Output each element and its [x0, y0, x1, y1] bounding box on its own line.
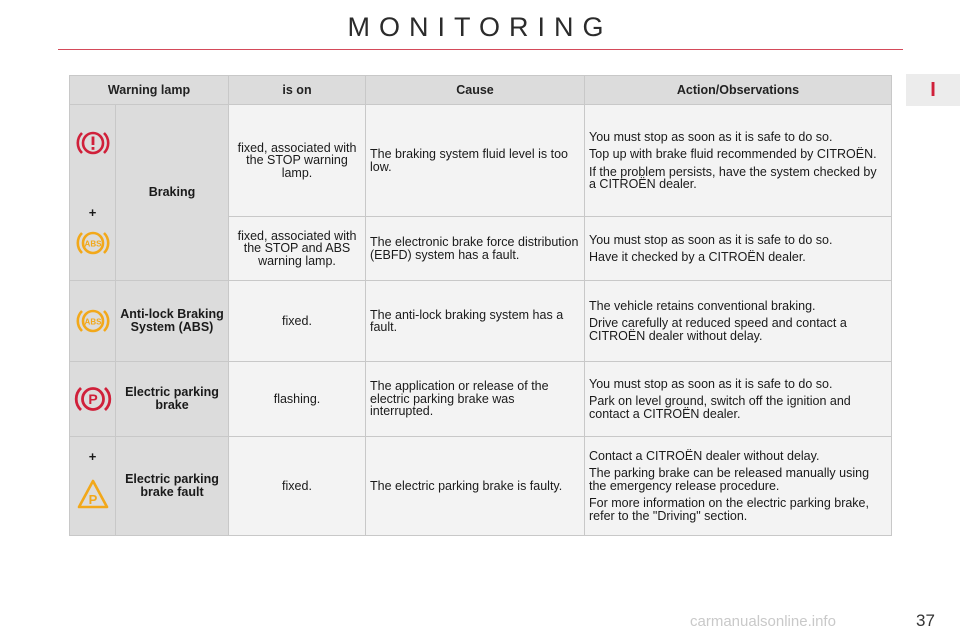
action-text: The vehicle retains conventional braking. [589, 298, 816, 313]
action-text: The parking brake can be released manually using the emergency release procedure. [589, 466, 870, 493]
abs-icon-cell [70, 281, 116, 362]
is-on-cell: fixed. [229, 437, 366, 536]
lamp-name-parking-brake-fault: Electric parking brake fault [116, 437, 229, 536]
cause-cell: The application or release of the electric parking brake was interrupted. [366, 362, 585, 437]
page-number: 37 [916, 611, 935, 630]
is-on-cell: fixed. [229, 281, 366, 362]
chapter-tab: I [906, 74, 960, 106]
action-text: You must stop as soon as it is safe to do so. [589, 129, 833, 144]
svg-text:P: P [87, 391, 98, 407]
page-title: MONITORING [347, 12, 613, 42]
cause-cell: The braking system fluid level is too low. [366, 105, 585, 217]
action-cell [585, 362, 892, 437]
cause-cell: The electronic brake force distribution (EBFD) system has a fault. [366, 217, 585, 281]
action-text: Top up with brake fluid recommended by CITROËN. [589, 147, 877, 161]
action-text: Contact a CITROËN dealer without delay. [589, 448, 820, 463]
parking-brake-icon-cell [70, 362, 116, 437]
plus-sign: + [88, 449, 97, 464]
cause-cell: The anti-lock braking system has a fault. [366, 281, 585, 362]
action-text: Drive carefully at reduced speed and contact a CITROËN dealer without delay. [589, 316, 847, 343]
plus-sign: + [88, 204, 97, 220]
lamp-name-braking: Braking [116, 105, 229, 281]
parking-brake-fault-icon-cell [70, 437, 116, 536]
cause-cell: The electric parking brake is faulty. [366, 437, 585, 536]
brake-warning-icon [76, 128, 110, 158]
header-cause: Cause [366, 76, 585, 105]
table-row [70, 437, 892, 536]
header-is-on: is on [229, 76, 366, 105]
parking-brake-icon [74, 384, 112, 414]
table-row [70, 362, 892, 437]
parking-brake-fault-icon [76, 478, 110, 510]
title-rule [58, 49, 903, 50]
watermark: carmanualsonline.info [690, 613, 836, 630]
braking-icon-cell [70, 105, 116, 281]
abs-warning-icon [76, 228, 110, 258]
action-cell [585, 281, 892, 362]
action-text: You must stop as soon as it is safe to do so. [589, 376, 833, 391]
is-on-cell: flashing. [229, 362, 366, 437]
action-cell [585, 105, 892, 217]
table-row [70, 105, 892, 217]
action-cell [585, 437, 892, 536]
action-text: You must stop as soon as it is safe to do so. [589, 232, 833, 247]
header-action: Action/Observations [585, 76, 892, 105]
action-text: Park on level ground, switch off the ignition and contact a CITROËN dealer. [589, 394, 851, 421]
abs-warning-icon [76, 306, 110, 336]
svg-text:ABS: ABS [84, 239, 101, 248]
svg-text:P: P [88, 492, 97, 507]
warning-lamp-table [69, 75, 892, 536]
action-text: For more information on the electric parking brake, refer to the "Driving" section. [589, 496, 869, 523]
action-cell [585, 217, 892, 281]
is-on-cell: fixed, associated with the STOP warning lamp. [229, 105, 366, 217]
table-row [70, 281, 892, 362]
table-header-row [70, 76, 892, 105]
action-text: If the problem persists, have the system checked by a CITROËN dealer. [589, 164, 877, 191]
action-text: Have it checked by a CITROËN dealer. [589, 250, 806, 264]
svg-text:ABS: ABS [84, 317, 101, 327]
is-on-cell: fixed, associated with the STOP and ABS warning lamp. [229, 217, 366, 281]
lamp-name-abs: Anti-lock Braking System (ABS) [116, 281, 229, 362]
header-warning-lamp: Warning lamp [70, 76, 229, 105]
lamp-name-parking-brake: Electric parking brake [116, 362, 229, 437]
